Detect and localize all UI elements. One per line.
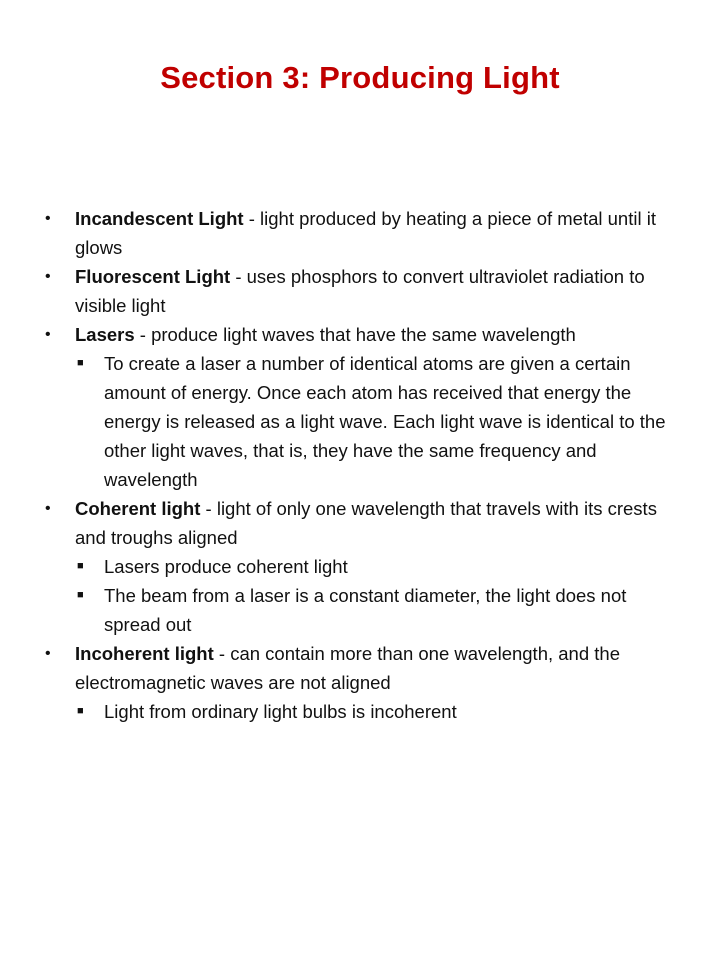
sub-bullet-text: To create a laser a number of identical atoms are given a certain amount of energy. Once each atom has received that energy the energy is released as a light wave. Each light wave is identical to the other light waves, that is, they have the same frequency and wavelength (104, 353, 666, 490)
bullet-item-lasers (40, 320, 680, 494)
bullet-item-coherent (40, 494, 680, 639)
bullet-term: Incoherent light (75, 643, 214, 664)
bullet-icon: • (45, 500, 51, 517)
sub-bullet-item (75, 552, 680, 581)
sub-bullet-text: Lasers produce coherent light (104, 556, 348, 577)
bullet-icon: • (45, 645, 51, 662)
bullet-icon: • (45, 210, 51, 227)
sub-bullet-text: The beam from a laser is a constant diameter, the light does not spread out (104, 585, 627, 635)
bullet-term: Lasers (75, 324, 135, 345)
sub-bullet-item (75, 697, 680, 726)
bullet-icon: • (45, 268, 51, 285)
square-bullet-icon: ■ (77, 589, 84, 601)
sub-bullet-text: Light from ordinary light bulbs is incoherent (104, 701, 457, 722)
square-bullet-icon: ■ (77, 357, 84, 369)
slide-title: Section 3: Producing Light (160, 60, 560, 95)
bullet-text: - uses phosphors to convert ultraviolet radiation to visible light (75, 266, 645, 316)
bullet-term: Coherent light (75, 498, 201, 519)
bullet-item-fluorescent (40, 262, 680, 320)
bullet-icon: • (45, 326, 51, 343)
bullet-text: - produce light waves that have the same wavelength (134, 324, 576, 345)
square-bullet-icon: ■ (77, 560, 84, 572)
bullet-text: - light produced by heating a piece of metal until it glows (75, 208, 656, 258)
sub-bullet-item (75, 581, 680, 639)
bullet-text: - can contain more than one wavelength, and the electromagnetic waves are not aligned (75, 643, 620, 693)
bullet-term: Incandescent Light (75, 208, 244, 229)
bullet-list (40, 204, 680, 726)
bullet-item-incoherent (40, 639, 680, 726)
sub-bullet-item (75, 349, 680, 494)
bullet-item-incandescent (40, 204, 680, 262)
bullet-text: - light of only one wavelength that travels with its crests and troughs aligned (75, 498, 657, 548)
square-bullet-icon: ■ (77, 705, 84, 717)
bullet-term: Fluorescent Light (75, 266, 231, 287)
